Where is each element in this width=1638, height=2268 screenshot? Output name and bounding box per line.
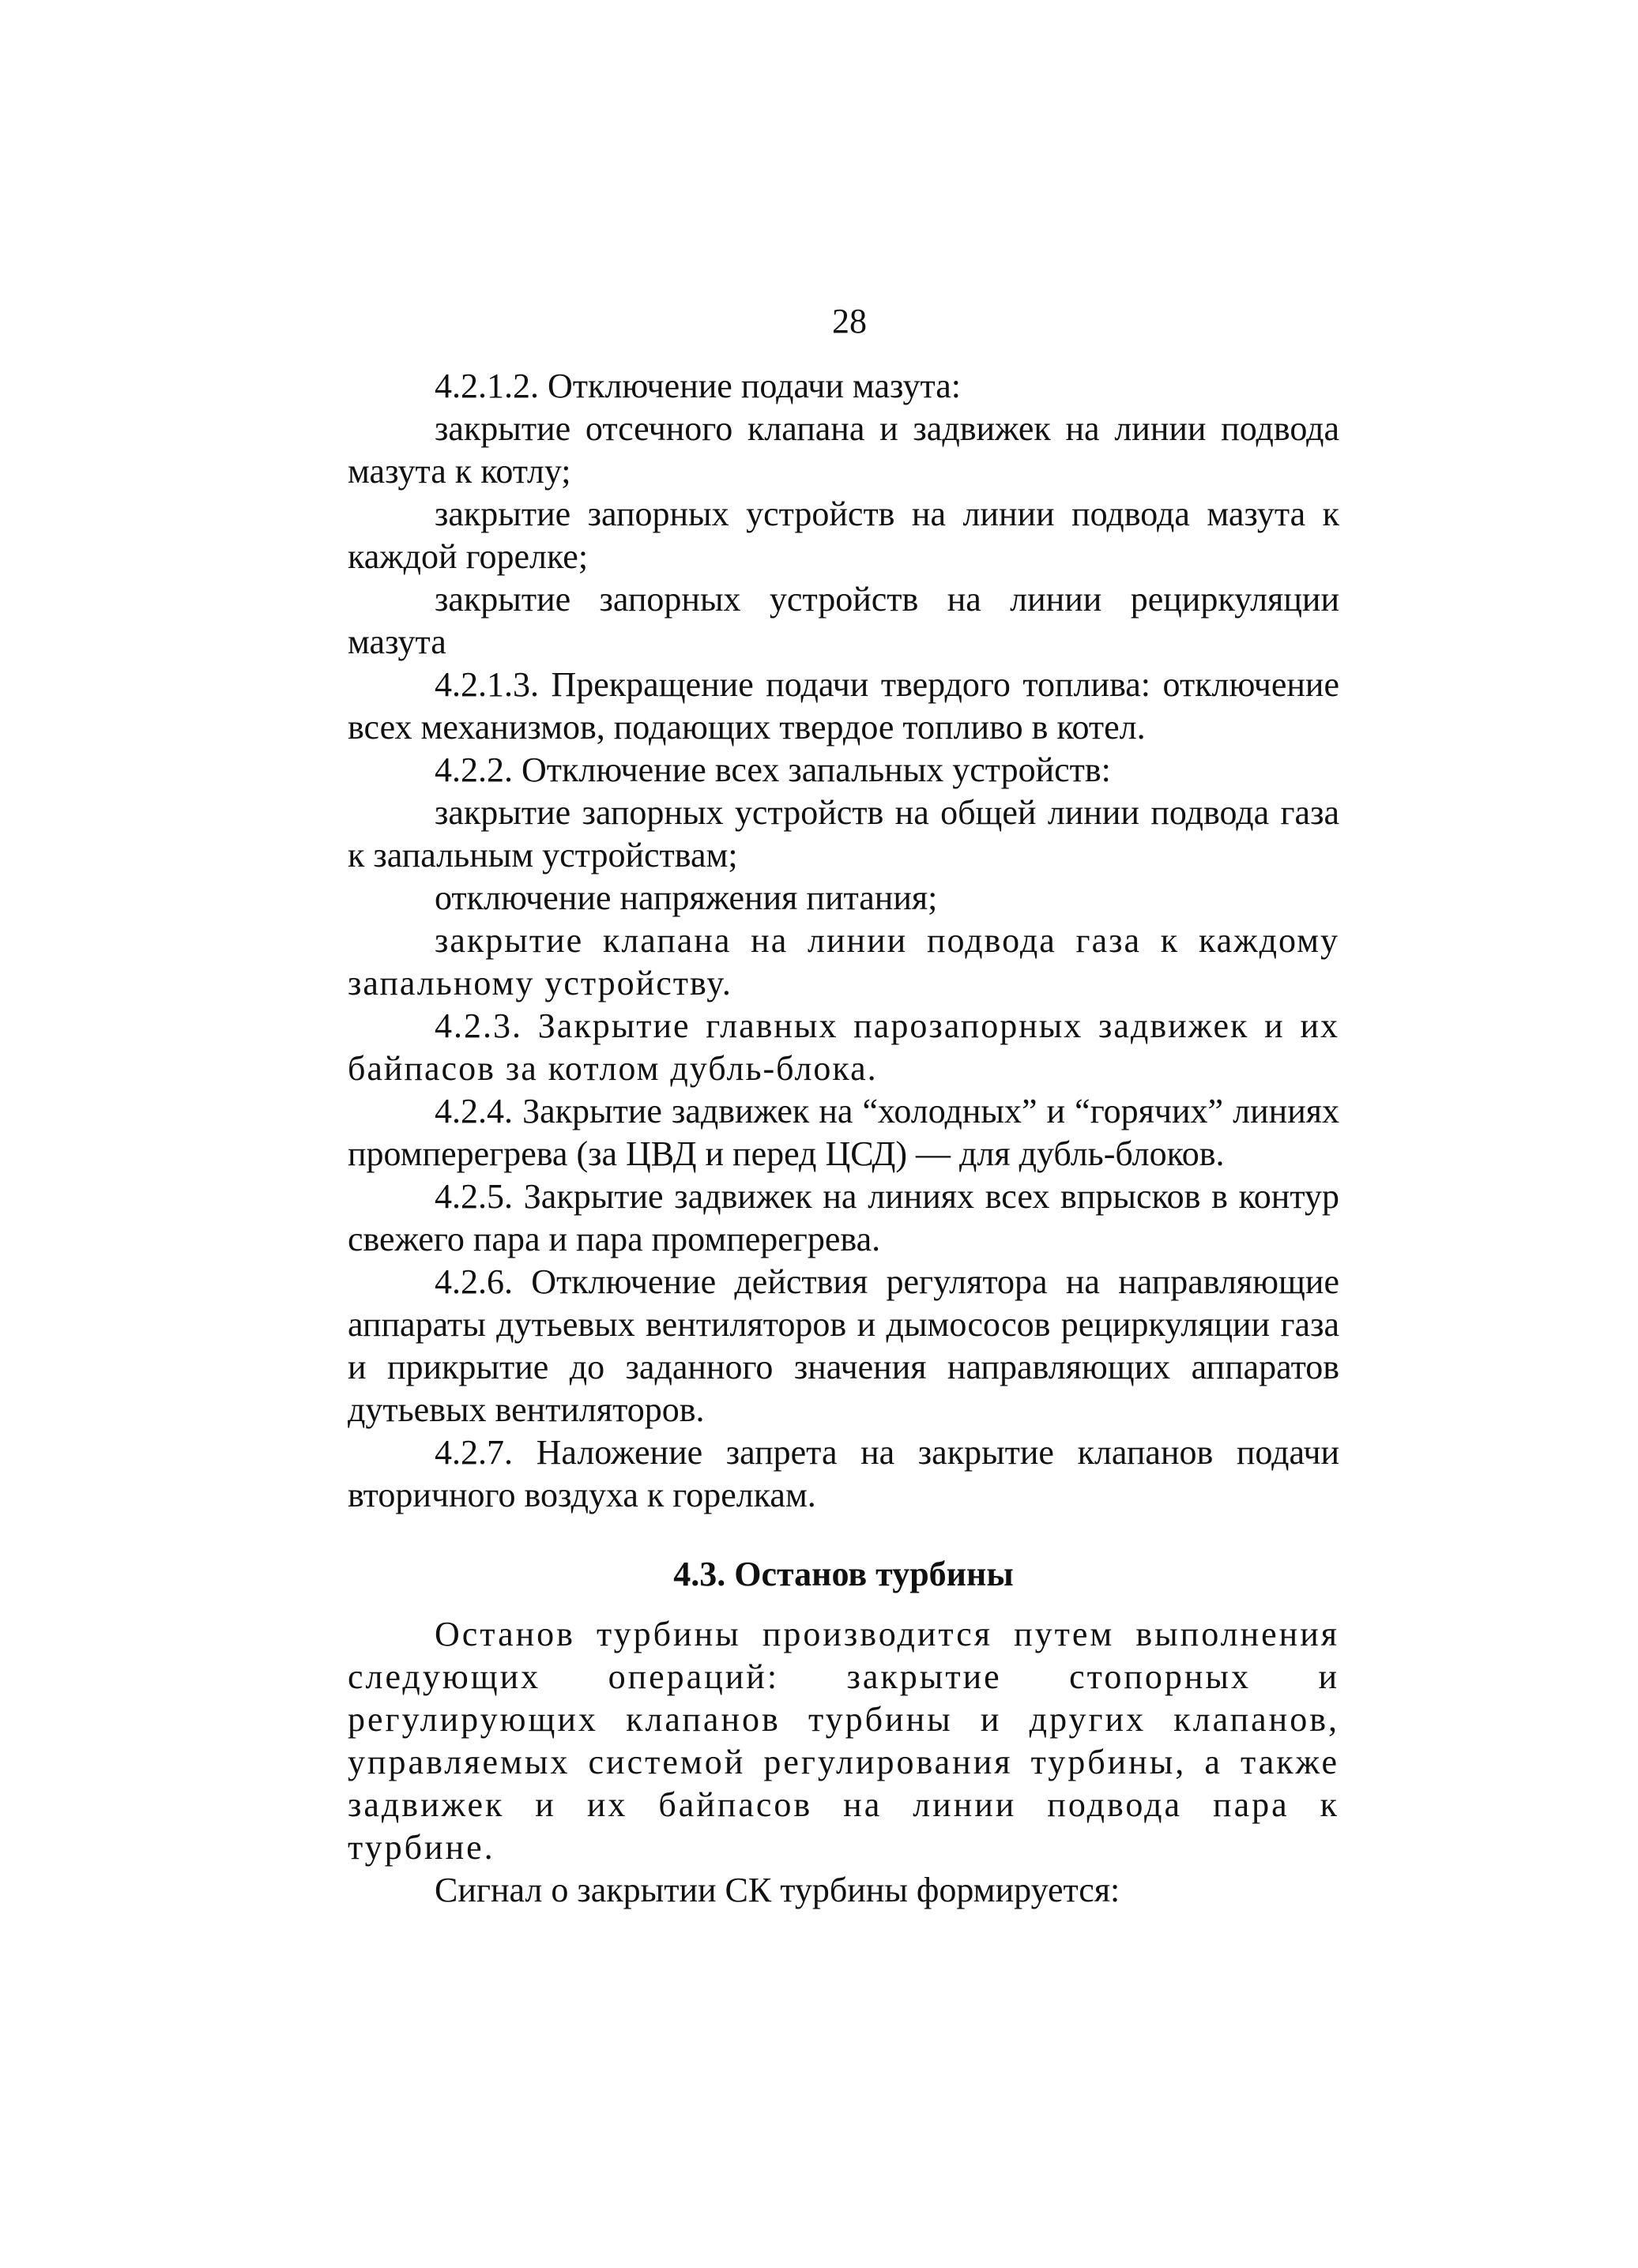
paragraph-fuel-oil-valve: закрытие отсечного клапана и задвижек на линии подвода мазута к котлу; — [348, 409, 1339, 491]
paragraph-4-2-6: 4.2.6. Отключение действия регулятора на направляющие аппараты дутьевых вентиляторов и дымососов рециркуляции газа и прикрытие до заданного значения направляющих аппаратов дутьевых вентиляторов. — [348, 1262, 1339, 1429]
paragraph-4-2-7: 4.2.7. Наложение запрета на закрытие клапанов подачи вторичного воздуха к горелкам. — [348, 1433, 1339, 1514]
paragraph-4-2-3: 4.2.3. Закрытие главных парозапорных задвижек и их байпасов за котлом дубль-блока. — [348, 1006, 1339, 1088]
paragraph-4-2-5: 4.2.5. Закрытие задвижек на линиях всех впрысков в контур свежего пара и пара промперегрева. — [348, 1177, 1339, 1258]
paragraph-igniter-valve: закрытие клапана на линии подвода газа к каждому запальному устройству. — [348, 921, 1339, 1002]
paragraph-turbine-shutdown: Останов турбины производится путем выполнения следующих операций: закрытие стопорных и регулирующих клапанов турбины и других клапанов, управляемых системой регулирования турбины, а также задвижек и их байпасов на линии подвода пара к турбине. — [348, 1615, 1339, 1867]
paragraph-4-2-1-2: 4.2.1.2. Отключение подачи мазута: — [435, 367, 961, 405]
page-number: 28 — [832, 302, 867, 340]
paragraph-recirculation-shutoff: закрытие запорных устройств на линии рециркуляции мазута — [348, 580, 1339, 661]
paragraph-4-2-4: 4.2.4. Закрытие задвижек на “холодных” и “горячих” линиях промперегрева (за ЦВД и перед ЦСД) — для дубль-блоков. — [348, 1092, 1339, 1173]
section-heading: 4.3. Останов турбины — [673, 1555, 1014, 1593]
paragraph-4-2-1-3: 4.2.1.3. Прекращение подачи твердого топлива: отключение всех механизмов, подающих твердое топливо в котел. — [348, 665, 1339, 747]
paragraph-power-off: отключение напряжения питания; — [435, 878, 938, 917]
paragraph-4-2-2: 4.2.2. Отключение всех запальных устройств: — [435, 750, 1111, 789]
paragraph-burner-shutoff: закрытие запорных устройств на линии подвода мазута к каждой горелке; — [348, 495, 1339, 576]
paragraph-stop-valve-signal: Сигнал о закрытии СК турбины формируется: — [435, 1871, 1120, 1909]
paragraph-igniter-gas-line: закрытие запорных устройств на общей линии подвода газа к запальным устройствам; — [348, 793, 1339, 874]
body-text — [348, 365, 1339, 1912]
